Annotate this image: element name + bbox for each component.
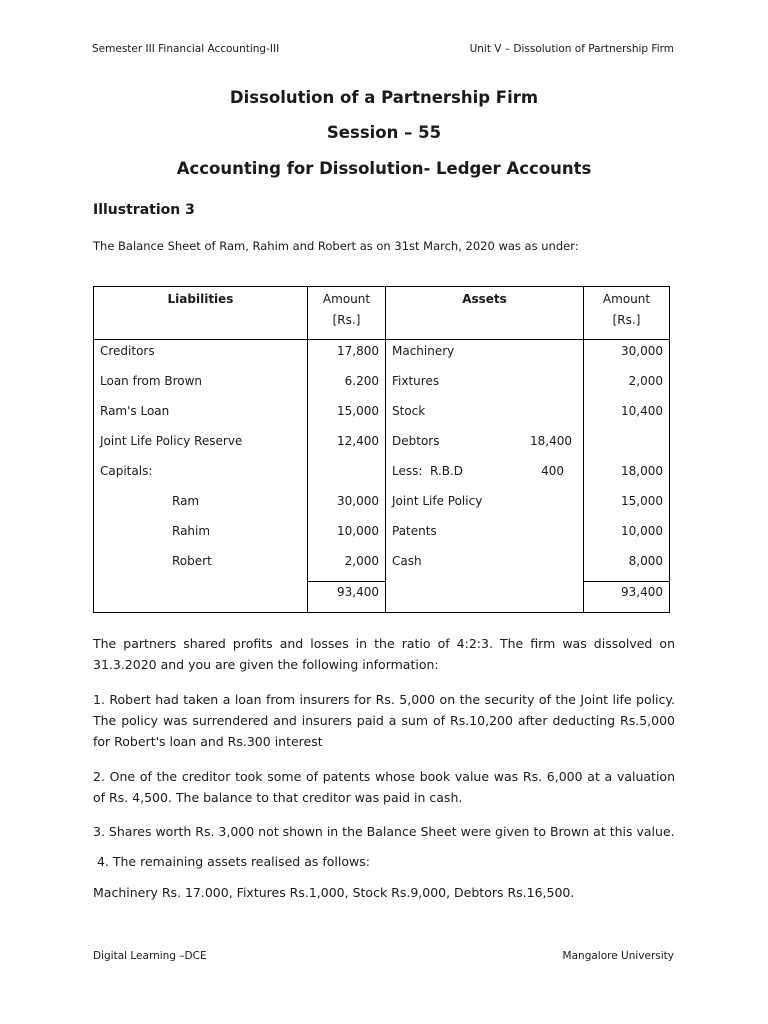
asset-name: Fixtures	[386, 371, 584, 401]
header-liabilities: Liabilities	[94, 287, 308, 340]
liability-amount: 6.200	[308, 371, 386, 401]
asset-subamount: 18,400	[530, 434, 572, 448]
table-row	[94, 551, 670, 582]
total-blank	[386, 582, 584, 613]
asset-amount: 10,400	[621, 404, 663, 418]
asset-amount: 18,000	[621, 464, 663, 478]
asset-amount: 15,000	[621, 494, 663, 508]
table-row	[94, 431, 670, 461]
footer-right: Mangalore University	[562, 950, 674, 962]
liability-amount: 17,800	[308, 340, 386, 372]
asset-amount: 30,000	[621, 344, 663, 358]
asset-label: Less: R.B.D	[392, 464, 464, 478]
table-header-row	[94, 287, 670, 340]
header-course: Semester III Financial Accounting-III	[92, 43, 280, 55]
topic-title: Accounting for Dissolution- Ledger Accounts	[176, 159, 592, 178]
intro-text: The Balance Sheet of Ram, Rahim and Robert as on 31st March, 2020 was as under:	[93, 239, 579, 253]
asset-amount: 10,000	[621, 524, 663, 538]
paragraph-item-4: 4. The remaining assets realised as follows:	[93, 854, 370, 869]
asset-amount: 2,000	[628, 374, 663, 388]
paragraph-ratio: The partners shared profits and losses in the ratio of 4:2:3. The firm was dissolved on 31.3.2020 and you are given the following information:	[93, 636, 675, 672]
table-row	[94, 401, 670, 431]
asset-name: Machinery	[386, 340, 584, 372]
liability-name: Capitals:	[94, 461, 308, 491]
asset-name	[386, 461, 584, 491]
amount-label: Amount	[322, 292, 371, 306]
asset-name: Cash	[386, 551, 584, 582]
liability-name: Robert	[94, 551, 308, 582]
illustration-heading: Illustration 3	[93, 202, 195, 218]
asset-subamount: 400	[541, 464, 564, 478]
asset-name	[386, 431, 584, 461]
liability-name: Joint Life Policy Reserve	[94, 431, 308, 461]
asset-name: Joint Life Policy	[386, 491, 584, 521]
liability-amount: 12,400	[308, 431, 386, 461]
asset-name: Stock	[386, 401, 584, 431]
table-row	[94, 340, 670, 372]
total-blank	[94, 582, 308, 613]
liability-name: Ram's Loan	[94, 401, 308, 431]
unit-label: [Rs.]	[332, 313, 361, 327]
table-row	[94, 521, 670, 551]
main-title: Dissolution of a Partnership Firm	[229, 88, 539, 107]
footer-left: Digital Learning –DCE	[93, 950, 207, 962]
liability-name: Rahim	[94, 521, 308, 551]
paragraph-item-2: 2. One of the creditor took some of patents whose book value was Rs. 6,000 at a valuation of Rs. 4,500. The balance to that creditor was paid in cash.	[93, 769, 675, 805]
header-amount-liabilities	[308, 287, 386, 340]
table-row	[94, 461, 670, 491]
liability-name: Loan from Brown	[94, 371, 308, 401]
paragraph-realisations: Machinery Rs. 17.000, Fixtures Rs.1,000, Stock Rs.9,000, Debtors Rs.16,500.	[93, 885, 575, 900]
asset-label: Debtors	[392, 434, 440, 448]
header-assets: Assets	[386, 287, 584, 340]
liability-amount: 2,000	[308, 551, 386, 582]
total-liabilities: 93,400	[308, 582, 386, 613]
liability-amount: 10,000	[308, 521, 386, 551]
header-unit: Unit V – Dissolution of Partnership Firm	[469, 43, 674, 55]
paragraph-item-3: 3. Shares worth Rs. 3,000 not shown in the Balance Sheet were given to Brown at this value.	[93, 824, 675, 839]
total-row	[94, 582, 670, 613]
table-row	[94, 371, 670, 401]
asset-amount: 8,000	[628, 554, 663, 568]
amount-label: Amount	[602, 292, 651, 306]
header-amount-assets	[584, 287, 670, 340]
liability-name: Ram	[94, 491, 308, 521]
asset-amount	[584, 431, 670, 461]
unit-label: [Rs.]	[612, 313, 641, 327]
table-row	[94, 491, 670, 521]
liability-amount: 30,000	[308, 491, 386, 521]
liability-name: Creditors	[94, 340, 308, 372]
liability-amount	[308, 461, 386, 491]
balance-sheet-table	[93, 286, 670, 613]
asset-name: Patents	[386, 521, 584, 551]
liability-amount: 15,000	[308, 401, 386, 431]
session-title: Session – 55	[326, 123, 442, 142]
paragraph-item-1: 1. Robert had taken a loan from insurers for Rs. 5,000 on the security of the Joint life policy. The policy was surrendered and insurers paid a sum of Rs.10,200 after deducting Rs.5,000 for Robert's loan and Rs.300 interest	[93, 692, 675, 749]
total-assets: 93,400	[584, 582, 670, 613]
